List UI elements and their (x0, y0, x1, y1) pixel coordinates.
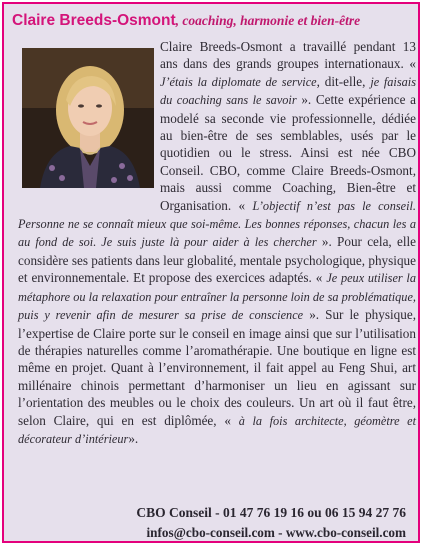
tagline: coaching, harmonie et bien-être (182, 13, 361, 28)
photo-spacer (18, 38, 160, 198)
contact-phone-line (4, 505, 418, 521)
contact-web-line (4, 525, 418, 541)
person-name: Claire Breeds-Osmont (12, 12, 176, 29)
article-frame (2, 2, 420, 543)
article-header (12, 12, 416, 30)
quote-2: je faisais du coaching sans le savoir (160, 74, 416, 108)
quote-5: à la fois architecte, géomètre et décorateur d’intérieur (18, 413, 416, 446)
contact-web[interactable]: infos@cbo-conseil.com - www.cbo-conseil.com (146, 525, 406, 540)
text-p5: ». Sur le physique, l’expertise de Claire porte sur le conseil en image ainsi que sur l’utilisation de thérapies naturelles comme l’aromathérapie. Une boutique en ligne est même en projet. Quant à l’environnement, il fait appel au Feng Shui, art millénaire chinois permettant d’harmoniser un lieu en agissant sur l’orientation des meubles ou le choix des couleurs. Un art où il faut être, selon Claire, qui en est diplômée, « (18, 307, 416, 428)
tagline-comma: , (175, 13, 183, 28)
article-body (18, 38, 416, 448)
text-p3: ». Cette expérience a modelé sa seconde vie professionnelle, dédiée au bien-être de ses semblables, usés par le quotidien ou le stress. Ainsi est née CBO Conseil. CBO, comme Claire Breeds-Osmont, mais aussi comme Coaching, Bien-être et Organisation. « (160, 92, 416, 213)
quote-4: Je peux utiliser la métaphore ou la relaxation pour entraîner la personne loin de sa problématique, puis y revenir afin de mesurer sa prise de conscience (18, 271, 416, 323)
contact-phone: CBO Conseil - 01 47 76 19 16 ou 06 15 94 27 76 (136, 505, 406, 520)
quote-3: L’objectif n’est pas le conseil. Personne ne se connaît mieux que soi-même. Les bonnes réponses, chacun les a au fond de soi. Je suis juste là pour aider à les chercher (18, 198, 417, 250)
text-p6: ». (128, 430, 139, 446)
text-p4: ». Pour cela, elle considère ses patients dans leur globalité, mentale psychologique, physique et environnementale. Et propose des exercices adaptés. « (18, 234, 417, 286)
text-p1: Claire Breeds-Osmont a travaillé pendant 13 ans dans des grands groupes internationaux. « (160, 39, 416, 72)
text-p2: , dit-elle, (316, 73, 366, 89)
quote-1: J’étais la diplomate de service (160, 74, 317, 89)
